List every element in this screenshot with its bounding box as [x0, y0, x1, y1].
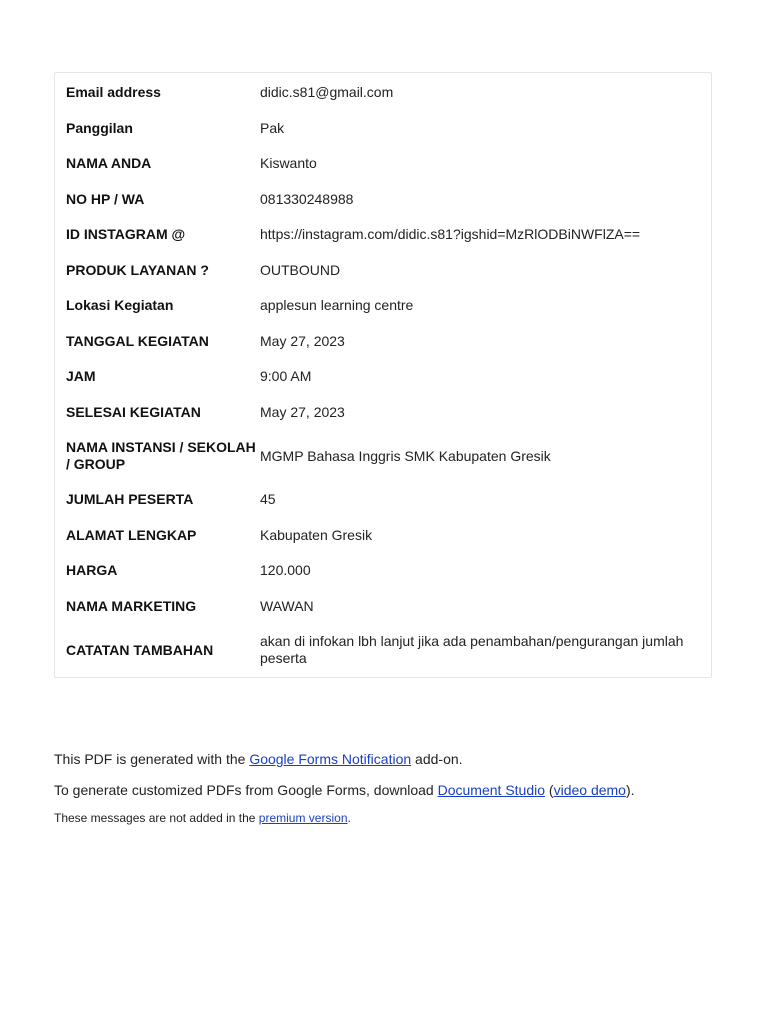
field-label-phone: NO HP / WA [66, 190, 145, 207]
field-label-selesai: SELESAI KEGIATAN [66, 403, 201, 420]
footer-line-premium [54, 810, 734, 826]
field-value-panggilan: Pak [260, 119, 285, 136]
field-label-email: Email address [66, 84, 161, 101]
form-response-table [55, 75, 711, 676]
premium-version-link[interactable]: premium version [258, 811, 348, 825]
table-row [55, 217, 711, 253]
footer-text: These messages are not added in the [54, 811, 259, 825]
field-value-marketing: WAWAN [260, 597, 314, 614]
table-row [55, 146, 711, 182]
field-label-lokasi: Lokasi Kegiatan [66, 297, 174, 314]
document-studio-link[interactable]: Document Studio [437, 782, 546, 798]
table-row [55, 395, 711, 431]
table-row [55, 553, 711, 589]
field-value-instansi: MGMP Bahasa Inggris SMK Kabupaten Gresik [260, 447, 551, 464]
field-label-alamat: ALAMAT LENGKAP [66, 526, 197, 543]
field-value-produk: OUTBOUND [260, 261, 341, 278]
footer-text: . [347, 811, 351, 825]
table-row [55, 482, 711, 518]
table-row [55, 111, 711, 147]
field-label-catatan: CATATAN TAMBAHAN [66, 641, 214, 658]
footer-text: add-on. [411, 751, 463, 767]
table-row [55, 324, 711, 360]
google-forms-notification-link[interactable]: Google Forms Notification [249, 751, 412, 767]
field-value-jam: 9:00 AM [260, 368, 312, 385]
field-label-tanggal: TANGGAL KEGIATAN [66, 332, 209, 349]
table-row [55, 75, 711, 111]
form-response-card [54, 72, 712, 678]
field-label-harga: HARGA [66, 562, 118, 579]
table-row [55, 359, 711, 395]
footer-notice [54, 749, 734, 826]
field-value-instagram: https://instagram.com/didic.s81?igshid=MzRlODBiNWFlZA== [260, 226, 641, 243]
field-value-alamat: Kabupaten Gresik [260, 526, 373, 543]
field-label-jumlah: JUMLAH PESERTA [66, 491, 194, 508]
table-row [55, 253, 711, 289]
field-value-lokasi: applesun learning centre [260, 297, 414, 314]
video-demo-link[interactable]: video demo [553, 782, 626, 798]
footer-line-addon [54, 749, 734, 769]
field-label-instansi: NAMA INSTANSI / SEKOLAH / GROUP [66, 439, 256, 472]
table-row [55, 430, 711, 482]
field-label-jam: JAM [66, 368, 96, 385]
footer-text: ). [625, 782, 635, 798]
field-label-marketing: NAMA MARKETING [66, 597, 197, 614]
field-label-nama: NAMA ANDA [66, 155, 152, 172]
field-value-jumlah: 45 [260, 491, 276, 508]
field-label-produk: PRODUK LAYANAN ? [66, 261, 209, 278]
footer-text: This PDF is generated with the [54, 751, 250, 767]
field-value-catatan: akan di infokan lbh lanjut jika ada penambahan/pengurangan jumlah peserta [260, 633, 684, 666]
table-row [55, 182, 711, 218]
field-value-phone: 081330248988 [260, 190, 354, 207]
field-value-harga: 120.000 [260, 562, 311, 579]
table-row [55, 518, 711, 554]
footer-line-document-studio [54, 780, 734, 800]
field-value-email: didic.s81@gmail.com [260, 84, 394, 101]
table-row [55, 589, 711, 625]
field-value-nama: Kiswanto [260, 155, 317, 172]
table-row [55, 624, 711, 676]
field-label-instagram: ID INSTAGRAM @ [66, 226, 186, 243]
field-value-tanggal: May 27, 2023 [260, 332, 345, 349]
field-value-selesai: May 27, 2023 [260, 403, 345, 420]
table-row [55, 288, 711, 324]
footer-text: To generate customized PDFs from Google Forms, download [54, 782, 438, 798]
field-label-panggilan: Panggilan [66, 119, 133, 136]
footer-text: ( [545, 782, 554, 798]
